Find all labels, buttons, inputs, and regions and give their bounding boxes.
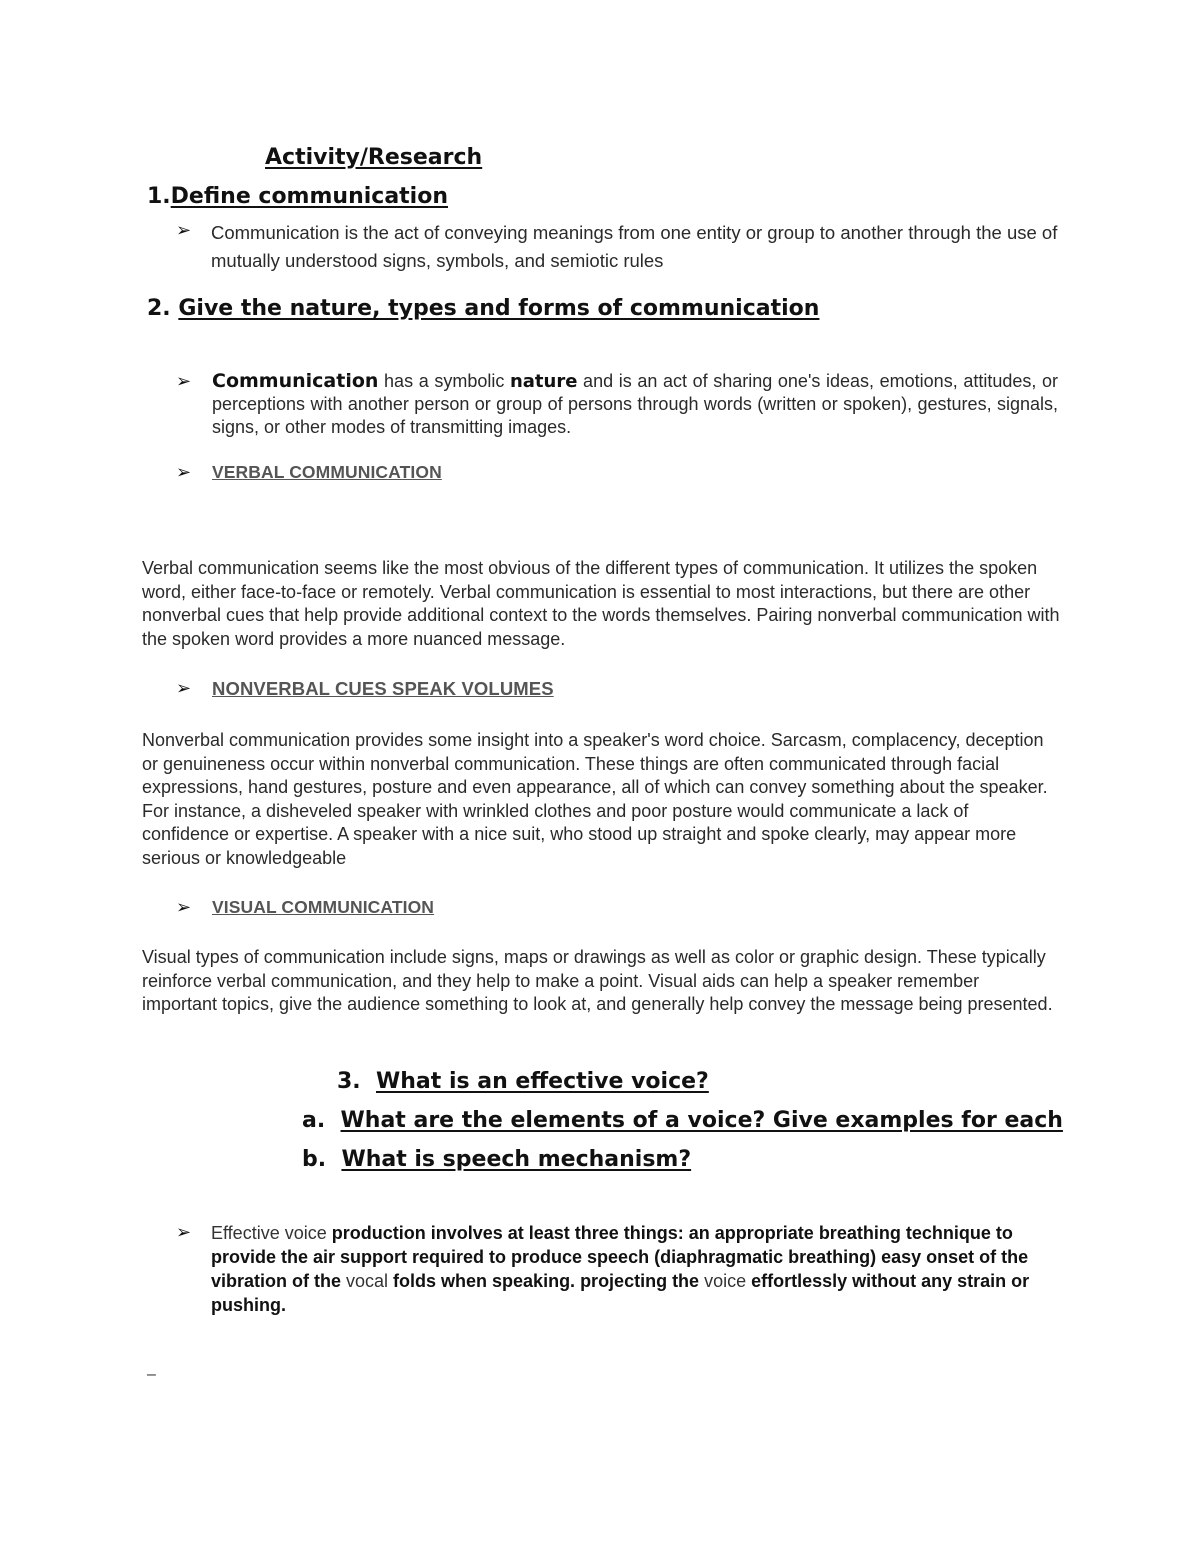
footer-mark: – xyxy=(147,1366,156,1383)
visual-body: Visual types of communication include signs, maps or drawings as well as color or graphic design. These typically reinforce verbal communication, and they help to make a point. Visual aids can help a speaker remember important topics, give the audience something to look at, and generally help convey the message being presented. xyxy=(142,947,1053,1014)
nonverbal-heading: NONVERBAL CUES SPEAK VOLUMES xyxy=(212,678,554,699)
question-3a-letter: a. xyxy=(302,1108,326,1133)
question-3b xyxy=(302,1147,691,1172)
nature-paragraph xyxy=(212,370,1058,439)
nature-bold-word: nature xyxy=(509,371,578,392)
nature-text-2: and is an act of sharing one's ideas, emotions, attitudes, or perceptions with another person or group of persons through words (written or spoken), gestures, signals, signs, or other modes of transmitting images. xyxy=(212,371,1058,437)
question-3b-label: What is speech mechanism? xyxy=(341,1147,692,1172)
question-2-label: Give the nature, types and forms of communication xyxy=(178,296,820,321)
question-3a xyxy=(302,1108,1063,1133)
question-3a-label: What are the elements of a voice? Give examples for each xyxy=(340,1108,1063,1133)
voice-answer-part-4: folds when speaking. projecting the xyxy=(388,1271,705,1291)
bullet-arrow-icon: ➢ xyxy=(176,897,192,918)
question-3-number: 3. xyxy=(337,1069,361,1094)
voice-answer-part-3: vocal xyxy=(346,1271,389,1291)
voice-answer-part-6: effortlessly without any strain or pushing. xyxy=(211,1271,1030,1315)
question-3b-letter: b. xyxy=(302,1147,327,1172)
voice-answer-part-2: production involves at least three things: an appropriate breathing technique to provide the air support required to produce speech (diaphragmatic breathing) easy onset of the vibration of the xyxy=(211,1223,1029,1291)
question-2 xyxy=(147,296,819,321)
question-1-number: 1. xyxy=(147,184,171,209)
question-2-number: 2. xyxy=(147,296,171,321)
verbal-body: Verbal communication seems like the most obvious of the different types of communication. It utilizes the spoken word, either face-to-face or remotely. Verbal communication is essential to most interactions, but there are other nonverbal cues that help provide additional context to the words themselves. Pairing nonverbal communication with the spoken word provides a more nuanced message. xyxy=(142,558,1060,649)
visual-heading: VISUAL COMMUNICATION xyxy=(212,897,435,917)
question-3 xyxy=(337,1069,709,1094)
question-1-answer: Communication is the act of conveying meanings from one entity or group to another through the use of mutually understood signs, symbols, and semiotic rules xyxy=(211,222,1058,271)
question-1 xyxy=(147,184,448,209)
page-title: Activity/Research xyxy=(265,145,483,170)
question-1-label: Define communication xyxy=(170,184,448,209)
nature-term: Communication xyxy=(212,370,379,392)
voice-answer-part-5: voice xyxy=(704,1271,747,1291)
bullet-arrow-icon: ➢ xyxy=(176,371,192,392)
verbal-heading: VERBAL COMMUNICATION xyxy=(212,462,442,482)
bullet-arrow-icon: ➢ xyxy=(176,220,192,241)
nature-text-1: has a symbolic xyxy=(378,371,510,391)
bullet-arrow-icon: ➢ xyxy=(176,678,192,699)
nonverbal-body: Nonverbal communication provides some insight into a speaker's word choice. Sarcasm, complacency, deception or genuineness occur within nonverbal communication. These things are often communicated through facial expressions, hand gestures, posture and even appearance, all of which can convey something about the speaker. For instance, a disheveled speaker with wrinkled clothes and poor posture would communicate a lack of confidence or expertise. A speaker with a nice suit, who stood up straight and spoke clearly, may appear more serious or knowledgeable xyxy=(142,730,1048,868)
question-3-label: What is an effective voice? xyxy=(376,1069,709,1094)
voice-answer-part-1: Effective voice xyxy=(211,1223,332,1243)
bullet-arrow-icon: ➢ xyxy=(176,1222,192,1243)
voice-answer xyxy=(211,1221,1071,1317)
bullet-arrow-icon: ➢ xyxy=(176,462,192,483)
